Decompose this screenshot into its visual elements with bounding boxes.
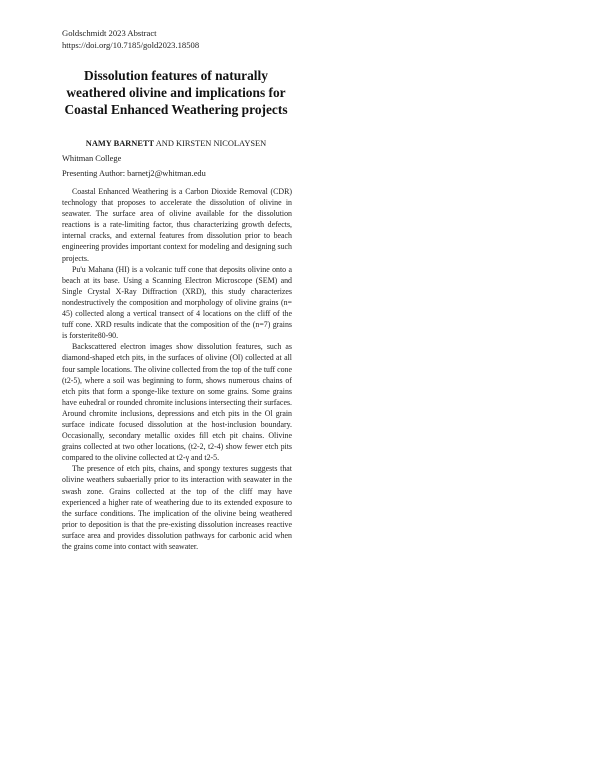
presenting-author-label: Presenting Author:	[62, 169, 126, 178]
affiliation: Whitman College	[62, 154, 122, 163]
abstract-paragraph: The presence of etch pits, chains, and spongy textures suggests that olivine weathers subaerially prior to its interaction with seawater in the swash zone. Grains collected at the top of the cliff may have experienced a higher rate of weathering due to its extended exposure to the surface conditions. The implication of the olivine being weathered prior to deposition is that the pre-existing dissolution increases reactive surface area and provides dissolution pathways for carbonic acid when the grains come into contact with seawater.	[62, 464, 292, 551]
journal-header	[62, 28, 199, 51]
author-line	[62, 138, 290, 149]
abstract-paragraph: Pu'u Mahana (HI) is a volcanic tuff cone that deposits olivine onto a beach at its base. Using a Scanning Electron Microscope (SEM) and Single Crystal X-Ray Diffraction (XRD), this study characterizes nondestructively the composition and morphology of olivine grains (n= 45) collected along a vertical transect of 4 locations on the cliff of the tuff cone. XRD results indicate that the composition of the (n=7) grains is forsterite80-90.	[62, 264, 292, 341]
coauthor-names: AND KIRSTEN NICOLAYSEN	[154, 139, 267, 148]
presenting-author-email[interactable]: barnetj2@whitman.edu	[127, 169, 206, 178]
abstract-body	[62, 186, 292, 552]
presenting-author-name: NAMY BARNETT	[85, 139, 155, 148]
abstract-paragraph: Coastal Enhanced Weathering is a Carbon Dioxide Removal (CDR) technology that proposes to accelerate the dissolution of olivine in seawater. The surface area of olivine available for the dissolution reactions is a rate-limiting factor, thus characterizing growth defects, internal cracks, and external features from dissolution prior to beach engineering provides important context for modeling and designing such projects.	[62, 187, 292, 263]
paper-title: Dissolution features of naturally weathered olivine and implications for Coastal Enhanced Weathering projects	[64, 68, 288, 118]
doi-link[interactable]: https://doi.org/10.7185/gold2023.18508	[62, 39, 200, 50]
presenting-author-line	[62, 168, 206, 179]
journal-name: Goldschmidt 2023 Abstract	[62, 28, 157, 38]
abstract-paragraph: Backscattered electron images show dissolution features, such as diamond-shaped etch pits, in the surfaces of olivine (Ol) collected at all four sample locations. The olivine collected from the top of the tuff cone (t2-5), where a soil was beginning to form, shows numerous chains of etch pits that form a sponge-like texture on some grains. Some grains have euhedral or rounded chromite inclusions intersecting their surfaces. Around chromite inclusions, depressions and etch pits in the Ol grain surface indicate focused dissolution at the host-inclusion boundary. Occasionally, secondary metallic oxides fill etch pit chains. Olivine grains collected at two other locations, (t2-2, t2-4) show fewer etch pits compared to the olivine collected at t2-γ and t2-5.	[62, 342, 292, 463]
